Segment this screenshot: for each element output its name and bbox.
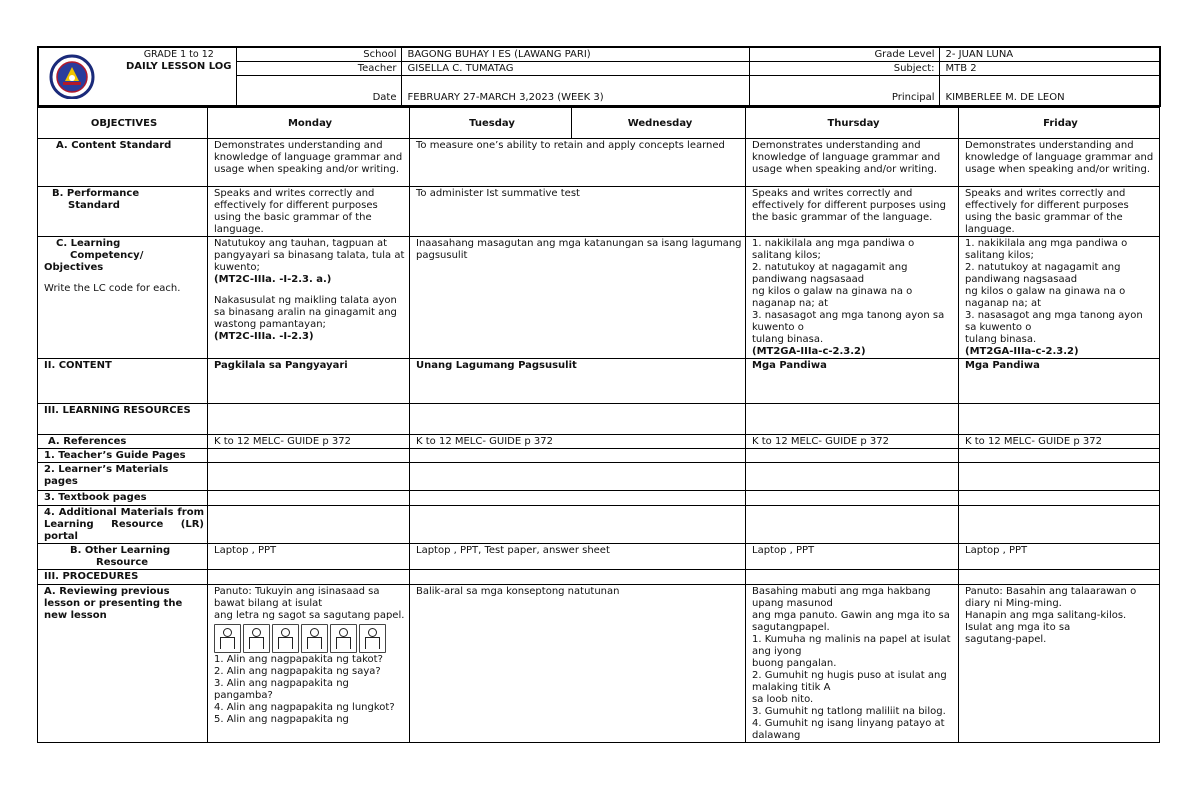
- emotion-pictures: [214, 624, 406, 653]
- additional-materials-row: [38, 506, 1160, 544]
- performance-standard-thu: Speaks and writes correctly and effectively for different purposes using the basic grammar of the language.: [746, 187, 959, 237]
- competency-mon: [208, 237, 410, 359]
- other-resource-label-1: B. Other Learning: [70, 545, 171, 556]
- learning-resources-label: III. LEARNING RESOURCES: [38, 404, 208, 435]
- review-thu-line: ang mga panuto. Gawin ang mga ito sa sagutangpapel.: [752, 610, 950, 633]
- review-thu-line: buong pangalan.: [752, 658, 837, 669]
- empty-cell: [746, 449, 959, 463]
- competency-thu-code: (MT2GA-IIIa-c-2.3.2): [752, 346, 866, 357]
- child-picture-icon: [359, 624, 386, 653]
- content-row: [38, 359, 1160, 404]
- content-label: II. CONTENT: [38, 359, 208, 404]
- child-picture-icon: [214, 624, 241, 653]
- empty-cell: [208, 570, 410, 585]
- date-label: Date: [236, 76, 401, 106]
- empty-cell: [208, 491, 410, 506]
- content-standard-thu: Demonstrates understanding and knowledge of language grammar and usage when speaking and/or writing.: [746, 139, 959, 187]
- review-mon: [208, 585, 410, 743]
- child-picture-icon: [243, 624, 270, 653]
- competency-label-2: Competency/: [70, 250, 144, 261]
- principal-label: Principal: [749, 76, 939, 106]
- competency-row: [38, 237, 1160, 359]
- col-wednesday: Wednesday: [572, 108, 746, 139]
- competency-thu-line: ng kilos o galaw na ginawa na o naganap na; at: [752, 286, 913, 309]
- competency-mon-2: Nakasusulat ng maikling talata ayon sa binasang aralin na ginagamit ang wastong pamantayan;: [214, 295, 397, 330]
- review-row: [38, 585, 1160, 743]
- col-tuesday: Tuesday: [410, 108, 572, 139]
- content-standard-label: A. Content Standard: [38, 139, 208, 187]
- date-value: FEBRUARY 27-MARCH 3,2023 (WEEK 3): [401, 76, 749, 106]
- references-label: A. References: [38, 435, 208, 449]
- references-tue: K to 12 MELC- GUIDE p 372: [410, 435, 746, 449]
- empty-cell: [959, 449, 1160, 463]
- empty-cell: [410, 506, 746, 544]
- title-cell: [119, 47, 236, 106]
- competency-fri-line: tulang binasa.: [965, 334, 1037, 345]
- child-picture-icon: [330, 624, 357, 653]
- empty-cell: [746, 506, 959, 544]
- procedures-row: [38, 570, 1160, 585]
- col-objectives: OBJECTIVES: [38, 108, 208, 139]
- references-mon: K to 12 MELC- GUIDE p 372: [208, 435, 410, 449]
- empty-cell: [410, 404, 746, 435]
- procedures-label: III. PROCEDURES: [38, 570, 208, 585]
- child-picture-icon: [272, 624, 299, 653]
- content-standard-mon: Demonstrates understanding and knowledge of language grammar and usage when speaking and/or writing.: [208, 139, 410, 187]
- other-resource-label-2: Resource: [96, 557, 149, 568]
- review-fri-line: Hanapin ang mga salitang-kilos. Isulat ang mga ito sa: [965, 610, 1127, 633]
- other-resource-fri: Laptop , PPT: [959, 544, 1160, 570]
- performance-label-2: Standard: [68, 200, 120, 211]
- performance-standard-tue: To administer Ist summative test: [410, 187, 746, 237]
- school-value: BAGONG BUHAY I ES (LAWANG PARI): [401, 47, 749, 62]
- content-standard-tue: To measure one’s ability to retain and apply concepts learned: [410, 139, 746, 187]
- review-thu-line: 3. Gumuhit ng tatlong maliliit na bilog.: [752, 706, 946, 717]
- col-friday: Friday: [959, 108, 1160, 139]
- school-label: School: [236, 47, 401, 62]
- empty-cell: [208, 404, 410, 435]
- performance-standard-label: [38, 187, 208, 237]
- header-table: [37, 46, 1161, 107]
- review-mon-intro: ang letra ng sagot sa sagutang papel.: [214, 610, 405, 621]
- competency-thu-line: 3. nasasagot ang mga tanong ayon sa kuwento o: [752, 310, 945, 333]
- competency-label-3: Objectives: [44, 262, 104, 273]
- review-mon-item: 5. Alin ang nagpapakita ng: [214, 714, 349, 725]
- other-resource-row: [38, 544, 1160, 570]
- competency-thu-line: tulang binasa.: [752, 334, 824, 345]
- competency-mon-code-1: (MT2C-IIIa. -I-2.3. a.): [214, 274, 332, 285]
- references-fri: K to 12 MELC- GUIDE p 372: [959, 435, 1160, 449]
- grade-level-label: Grade Level: [749, 47, 939, 62]
- competency-fri-line: ng kilos o galaw na ginawa na o naganap na; at: [965, 286, 1126, 309]
- competency-fri-line: 3. nasasagot ang mga tanong ayon sa kuwento o: [965, 310, 1143, 333]
- competency-fri: [959, 237, 1160, 359]
- content-standard-row: [38, 139, 1160, 187]
- review-mon-item: 3. Alin ang nagpapakita ng pangamba?: [214, 678, 349, 701]
- competency-tue: Inaasahang masagutan ang mga katanungan sa isang lagumang pagsusulit: [410, 237, 746, 359]
- column-header-row: [38, 108, 1160, 139]
- review-thu-line: 1. Kumuha ng malinis na papel at isulat ang iyong: [752, 634, 951, 657]
- page-title: DAILY LESSON LOG: [125, 61, 232, 72]
- seal-cell: [38, 47, 119, 106]
- empty-cell: [410, 491, 746, 506]
- content-thu: Mga Pandiwa: [746, 359, 959, 404]
- performance-standard-mon: Speaks and writes correctly and effectively for different purposes using the basic grammar of the language.: [208, 187, 410, 237]
- competency-label-1: C. Learning: [56, 238, 121, 249]
- competency-thu-line: 2. natutukoy at nagagamit ang pandiwang nagsasaad: [752, 262, 908, 285]
- references-thu: K to 12 MELC- GUIDE p 372: [746, 435, 959, 449]
- other-resource-tue: Laptop , PPT, Test paper, answer sheet: [410, 544, 746, 570]
- empty-cell: [208, 506, 410, 544]
- review-fri: [959, 585, 1160, 743]
- empty-cell: [959, 491, 1160, 506]
- competency-fri-line: 1. nakikilala ang mga pandiwa o salitang kilos;: [965, 238, 1128, 261]
- other-resource-mon: Laptop , PPT: [208, 544, 410, 570]
- competency-note: Write the LC code for each.: [44, 283, 181, 294]
- review-label: A. Reviewing previous lesson or presenting the new lesson: [38, 585, 208, 743]
- col-thursday: Thursday: [746, 108, 959, 139]
- references-row: [38, 435, 1160, 449]
- empty-cell: [959, 463, 1160, 491]
- review-thu-line: Basahing mabuti ang mga hakbang upang masunod: [752, 586, 931, 609]
- review-mon-item: 2. Alin ang nagpapakita ng saya?: [214, 666, 381, 677]
- empty-cell: [746, 491, 959, 506]
- review-thu-line: sa loob nito.: [752, 694, 814, 705]
- child-picture-icon: [301, 624, 328, 653]
- content-mon: Pagkilala sa Pangyayari: [208, 359, 410, 404]
- performance-standard-fri: Speaks and writes correctly and effectively for different purposes using the basic grammar of the language.: [959, 187, 1160, 237]
- teacher-label: Teacher: [236, 62, 401, 76]
- deped-seal-icon: [41, 51, 109, 99]
- learning-resources-row: [38, 404, 1160, 435]
- empty-cell: [746, 463, 959, 491]
- empty-cell: [410, 570, 746, 585]
- textbook-label: 3. Textbook pages: [38, 491, 208, 506]
- textbook-row: [38, 491, 1160, 506]
- performance-standard-row: [38, 187, 1160, 237]
- review-thu-line: 4. Gumuhit ng isang linyang patayo at dalawang: [752, 718, 945, 741]
- empty-cell: [959, 570, 1160, 585]
- empty-cell: [959, 404, 1160, 435]
- empty-cell: [208, 463, 410, 491]
- competency-thu-line: 1. nakikilala ang mga pandiwa o salitang kilos;: [752, 238, 915, 261]
- empty-cell: [410, 463, 746, 491]
- competency-mon-code-2: (MT2C-IIIa. -I-2.3): [214, 331, 314, 342]
- other-resource-label: [38, 544, 208, 570]
- review-mon-item: 1. Alin ang nagpapakita ng takot?: [214, 654, 383, 665]
- competency-fri-code: (MT2GA-IIIa-c-2.3.2): [965, 346, 1079, 357]
- competency-mon-1: Natutukoy ang tauhan, tagpuan at pangyayari sa binasang talata, tula at kuwento;: [214, 238, 405, 273]
- grade-level-value: 2- JUAN LUNA: [939, 47, 1160, 62]
- lesson-log-table: [37, 107, 1160, 743]
- competency-fri-line: 2. natutukoy at nagagamit ang pandiwang nagsasaad: [965, 262, 1121, 285]
- competency-label: [38, 237, 208, 359]
- teachers-guide-label: 1. Teacher’s Guide Pages: [38, 449, 208, 463]
- empty-cell: [746, 404, 959, 435]
- competency-thu: [746, 237, 959, 359]
- other-resource-thu: Laptop , PPT: [746, 544, 959, 570]
- subject-value: MTB 2: [939, 62, 1160, 76]
- teachers-guide-row: [38, 449, 1160, 463]
- empty-cell: [746, 570, 959, 585]
- content-standard-fri: Demonstrates understanding and knowledge of language grammar and usage when speaking and/or writing.: [959, 139, 1160, 187]
- empty-cell: [410, 449, 746, 463]
- review-thu-line: 2. Gumuhit ng hugis puso at isulat ang malaking titik A: [752, 670, 947, 693]
- subject-label: Subject:: [749, 62, 939, 76]
- review-fri-line: sagutang-papel.: [965, 634, 1047, 645]
- review-fri-line: Panuto: Basahin ang talaarawan o diary ni Ming-ming.: [965, 586, 1137, 609]
- review-tue: Balik-aral sa mga konseptong natutunan: [410, 585, 746, 743]
- review-mon-intro: Panuto: Tukuyin ang isinasaad sa bawat bilang at isulat: [214, 586, 380, 609]
- content-tue: Unang Lagumang Pagsusulit: [410, 359, 746, 404]
- grade-range: GRADE 1 to 12: [143, 49, 214, 60]
- learners-materials-row: [38, 463, 1160, 491]
- additional-materials-label: 4. Additional Materials from Learning Resource (LR) portal: [38, 506, 208, 544]
- review-thu: [746, 585, 959, 743]
- principal-value: KIMBERLEE M. DE LEON: [939, 76, 1160, 106]
- review-mon-item: 4. Alin ang nagpapakita ng lungkot?: [214, 702, 395, 713]
- empty-cell: [959, 506, 1160, 544]
- performance-label-1: B. Performance: [52, 188, 140, 199]
- teacher-value: GISELLA C. TUMATAG: [401, 62, 749, 76]
- empty-cell: [208, 449, 410, 463]
- col-monday: Monday: [208, 108, 410, 139]
- content-fri: Mga Pandiwa: [959, 359, 1160, 404]
- learners-materials-label: 2. Learner’s Materials pages: [38, 463, 208, 491]
